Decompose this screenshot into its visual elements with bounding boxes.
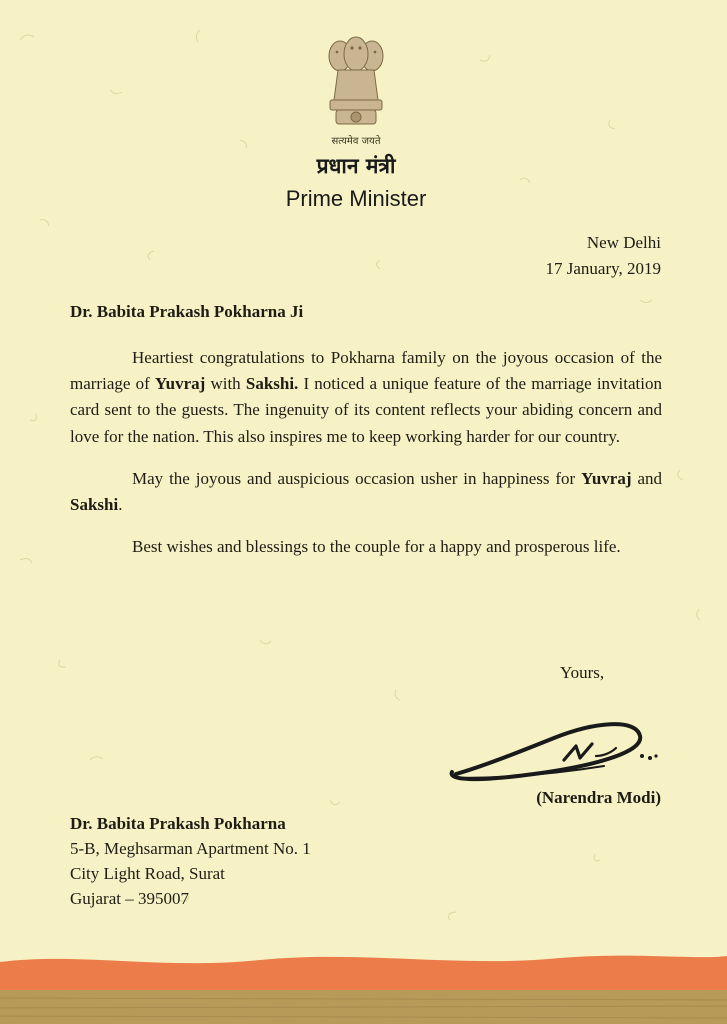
recipient-address [70,811,311,911]
signer-name: (Narendra Modi) [536,788,661,807]
paragraph-2: May the joyous and auspicious occasion usher in happiness for Yuvraj and Sakshi. [70,468,662,515]
paragraph-1: Heartiest congratulations to Pokharna family on the joyous occasion of the marriage of Yuvraj with Sakshi. I noticed a unique feature of the marriage invitation card sent to the guests. The ingenuity of its content reflects your abiding concern and love for the nation. This also inspires me to keep working harder for our country. [70,348,662,446]
name-sakshi: Sakshi [70,495,119,515]
state-emblem-icon [316,28,396,148]
letter-date: 17 January, 2019 [545,259,661,278]
address-line-2: City Light Road, Surat [70,864,225,883]
emblem-motto: सत्यमेव जयते [331,136,381,147]
place-date-block [545,230,661,282]
address-line-1: 5-B, Meghsarman Apartment No. 1 [70,839,311,858]
letterhead-title-english: Prime Minister [285,186,427,211]
name-sakshi: Sakshi. [245,374,299,394]
letter-place: New Delhi [586,233,661,252]
salutation: Dr. Babita Prakash Pokharna Ji [70,302,304,321]
signature-icon [444,712,666,792]
letter-body [70,345,662,576]
letterhead-title-hindi: प्रधान मंत्री [316,154,396,178]
name-yuvraj: Yuvraj [154,374,206,394]
paragraph-3: Best wishes and blessings to the couple for a happy and prosperous life. [132,537,621,557]
recipient-name: Dr. Babita Prakash Pokharna [70,814,286,833]
footer-band [0,948,727,1024]
closing: Yours, [560,663,605,682]
address-line-3: Gujarat – 395007 [70,889,189,908]
name-yuvraj: Yuvraj [581,468,632,488]
